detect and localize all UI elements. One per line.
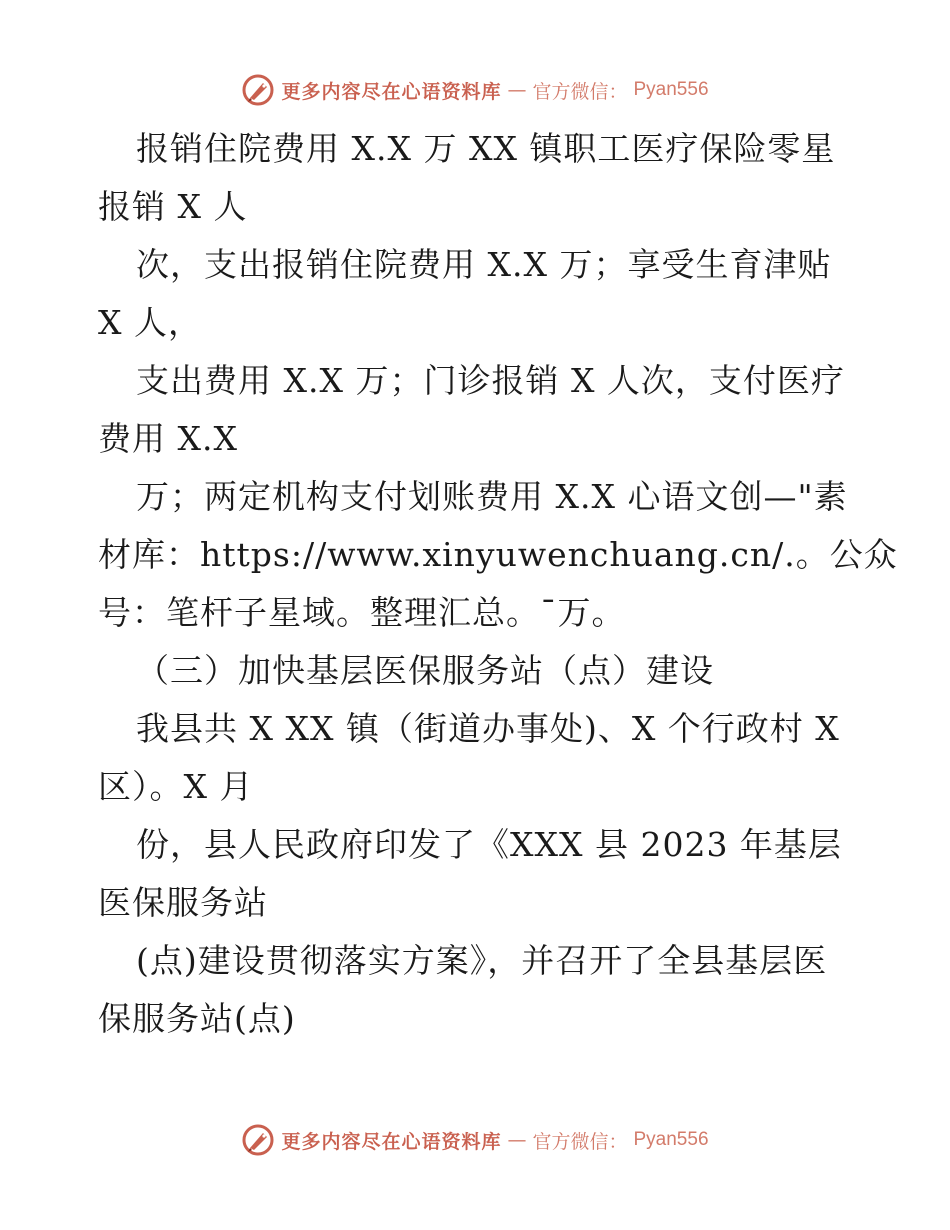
pen-nib-logo-icon (241, 1123, 275, 1157)
footer-banner (0, 1120, 950, 1160)
body-line: 保服务站(点) (98, 999, 296, 1038)
body-line: 报销住院费用 X.X 万 XX 镇职工医疗保险零星 (136, 129, 836, 168)
body-line: 份，县人民政府印发了《XXX 县 2023 年基层 (136, 825, 842, 864)
body-line: 支出费用 X.X 万；门诊报销 X 人次，支付医疗 (136, 361, 845, 400)
body-line: 材库：https://www.xinyuwenchuang.cn/.。公众 (98, 535, 898, 574)
banner-wechat-label: 官方微信： (532, 80, 628, 103)
banner-wechat-id: Pyan556 (633, 79, 709, 100)
body-line: (点)建设贯彻落实方案》，并召开了全县基层医 (136, 941, 828, 980)
document-body (98, 120, 898, 1048)
banner-site-name: 更多内容尽在心语资料库 (281, 1130, 502, 1153)
body-line: 万；两定机构支付划账费用 X.X 心语文创—"素 (136, 477, 848, 516)
body-line: 报销 X 人 (98, 187, 248, 226)
banner-wechat-label: 官方微信： (532, 1130, 628, 1153)
body-line: 区）。X 月 (98, 767, 254, 806)
body-line: 医保服务站 (98, 883, 268, 922)
banner-dash: — (507, 1129, 527, 1151)
pen-nib-logo-icon (241, 73, 275, 107)
body-line: 号：笔杆子星域。整理汇总。¯万。 (98, 593, 626, 632)
body-line: X 人， (98, 303, 202, 342)
banner-site-name: 更多内容尽在心语资料库 (281, 80, 502, 103)
banner-wechat-id: Pyan556 (633, 1129, 709, 1150)
banner-dash: — (507, 79, 527, 101)
header-banner (0, 70, 950, 110)
body-line: 我县共 X XX 镇（街道办事处)、X 个行政村 X (136, 709, 840, 748)
body-line: 次，支出报销住院费用 X.X 万；享受生育津贴 (136, 245, 832, 284)
section-heading: （三）加快基层医保服务站（点）建设 (136, 651, 714, 690)
body-line: 费用 X.X (98, 419, 238, 458)
